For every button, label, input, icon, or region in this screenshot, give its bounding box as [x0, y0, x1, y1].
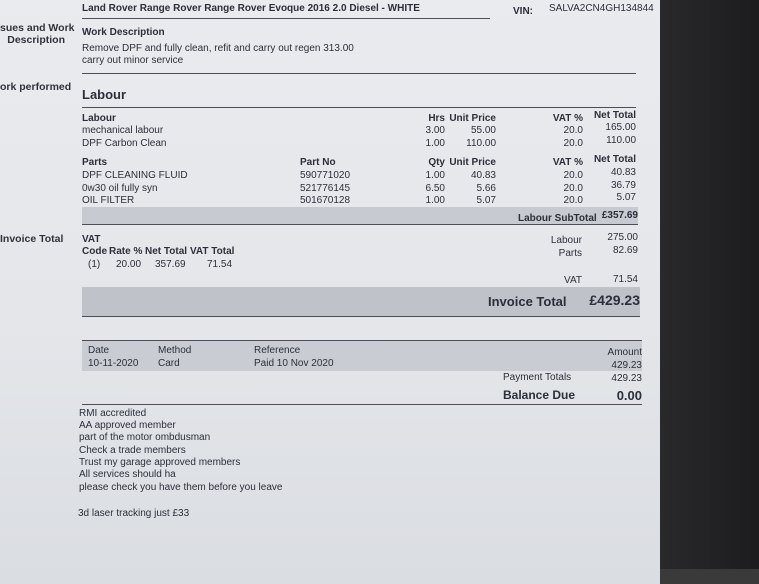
vat-summary-heading: VAT [82, 234, 101, 245]
vat-row-code: (1) [88, 259, 101, 270]
footer-note: AA approved member [79, 420, 176, 431]
parts-col-qty: Qty [428, 157, 445, 168]
payments-col-method: Method [158, 345, 192, 356]
parts-col-net-total: Net Total [593, 154, 636, 165]
parts-col-item: Parts [82, 157, 108, 168]
payment-totals-value: 429.23 [611, 373, 642, 384]
background-surface [655, 0, 759, 569]
labour-col-hrs: Hrs [428, 113, 445, 124]
labour-col-net-total: Net Total [593, 110, 636, 121]
totals-labour-label: Labour [550, 235, 582, 246]
description-divider [82, 73, 636, 74]
payments-col-reference: Reference [254, 345, 301, 356]
invoice-total-divider [82, 316, 640, 317]
parts-row-vat: 20.0 [563, 195, 583, 206]
vat-row-vat: 71.54 [207, 259, 233, 270]
parts-row-unit-price: 5.66 [476, 183, 496, 194]
totals-parts-label: Parts [558, 248, 582, 259]
parts-col-vat: VAT % [552, 157, 583, 168]
parts-row-desc: OIL FILTER [82, 195, 135, 206]
footer-note: part of the motor ombdusman [79, 432, 211, 443]
parts-row-qty: 1.00 [425, 195, 445, 206]
labour-col-unit-price: Unit Price [449, 113, 496, 124]
vat-col-net: Net Total [145, 246, 188, 257]
parts-row-net-total: 40.83 [610, 167, 636, 178]
footer-note: Trust my garage approved members [79, 457, 241, 468]
work-description-line2: carry out minor service [82, 55, 184, 66]
promo-note: 3d laser tracking just £33 [78, 508, 190, 519]
labour-row-vat: 20.0 [563, 138, 583, 149]
payment-row-amount: 429.23 [611, 360, 642, 371]
payments-col-date: Date [88, 345, 110, 356]
payment-row-date: 10-11-2020 [88, 358, 139, 369]
payment-row-method: Card [158, 358, 180, 369]
invoice-total-label: Invoice Total [488, 294, 567, 309]
parts-col-unit-price: Unit Price [449, 157, 496, 168]
labour-title-divider [82, 107, 636, 108]
payment-row-reference: Paid 10 Nov 2020 [254, 358, 334, 369]
parts-col-part-no: Part No [300, 157, 336, 168]
subtotal-divider [82, 224, 638, 225]
payments-col-amount: Amount [607, 347, 642, 358]
balance-due-value: 0.00 [616, 388, 642, 403]
work-performed-label: ork performed [0, 81, 72, 93]
labour-row-net-total: 165.00 [605, 122, 636, 133]
payment-totals-label: Payment Totals [503, 372, 572, 383]
labour-title: Labour [82, 87, 127, 102]
parts-row-part-no: 521776145 [300, 183, 351, 194]
labour-row-net-total: 110.00 [606, 135, 636, 146]
parts-row-desc: 0w30 oil fully syn [82, 183, 158, 194]
payments-bottom-divider [82, 404, 642, 405]
labour-col-item: Labour [82, 113, 116, 124]
labour-row-hrs: 1.00 [425, 138, 445, 149]
totals-parts-value: 82.69 [612, 245, 638, 256]
invoice-total-side-label: Invoice Total [0, 233, 64, 245]
labour-row-desc: mechanical labour [82, 125, 164, 136]
parts-row-unit-price: 5.07 [476, 195, 496, 206]
work-description-line1: Remove DPF and fully clean, refit and carry out regen 313.00 [82, 43, 354, 54]
labour-col-vat: VAT % [552, 113, 583, 124]
parts-row-net-total: 36.79 [610, 180, 636, 191]
labour-row-unit-price: 110.00 [466, 138, 496, 149]
parts-row-vat: 20.0 [563, 170, 583, 181]
labour-row-hrs: 3.00 [425, 125, 445, 136]
header-divider [82, 18, 490, 19]
invoice-total-value: £429.23 [589, 292, 640, 308]
footer-note: RMI accredited [79, 408, 147, 419]
labour-row-desc: DPF Carbon Clean [82, 138, 167, 149]
subtotal-label: Labour SubTotal [518, 213, 597, 224]
footer-note: All services should ha [79, 469, 176, 480]
parts-row-unit-price: 40.83 [470, 170, 496, 181]
parts-row-vat: 20.0 [563, 183, 583, 194]
vat-col-code: Code [82, 246, 107, 257]
labour-row-unit-price: 55.00 [470, 125, 496, 136]
issues-label-line1: sues and Work [0, 22, 75, 34]
parts-row-part-no: 590771020 [300, 170, 351, 181]
vat-col-vat: VAT Total [190, 246, 235, 257]
vin-value: SALVA2CN4GH134844 [549, 3, 654, 14]
work-description-heading: Work Description [82, 27, 165, 38]
vat-row-rate: 20.00 [116, 259, 142, 270]
vat-row-net: 357.69 [155, 259, 186, 270]
parts-row-qty: 6.50 [425, 183, 445, 194]
labour-row-vat: 20.0 [563, 125, 583, 136]
balance-due-label: Balance Due [503, 388, 576, 402]
parts-row-desc: DPF CLEANING FLUID [82, 170, 188, 181]
parts-row-part-no: 501670128 [300, 195, 351, 206]
vin-label: VIN: [513, 6, 533, 17]
footer-note: Check a trade members [79, 445, 186, 456]
totals-vat-value: 71.54 [612, 274, 638, 285]
issues-label-line2: Description [7, 34, 65, 46]
vehicle-description: Land Rover Range Rover Range Rover Evoque 2016 2.0 Diesel - WHITE [82, 3, 420, 14]
totals-vat-label: VAT [564, 275, 582, 286]
totals-labour-value: 275.00 [607, 232, 638, 243]
parts-row-qty: 1.00 [425, 170, 445, 181]
parts-row-net-total: 5.07 [616, 192, 636, 203]
subtotal-value: £357.69 [601, 210, 638, 221]
footer-note: please check you have them before you leave [79, 482, 283, 493]
vat-col-rate: Rate % [109, 246, 143, 257]
